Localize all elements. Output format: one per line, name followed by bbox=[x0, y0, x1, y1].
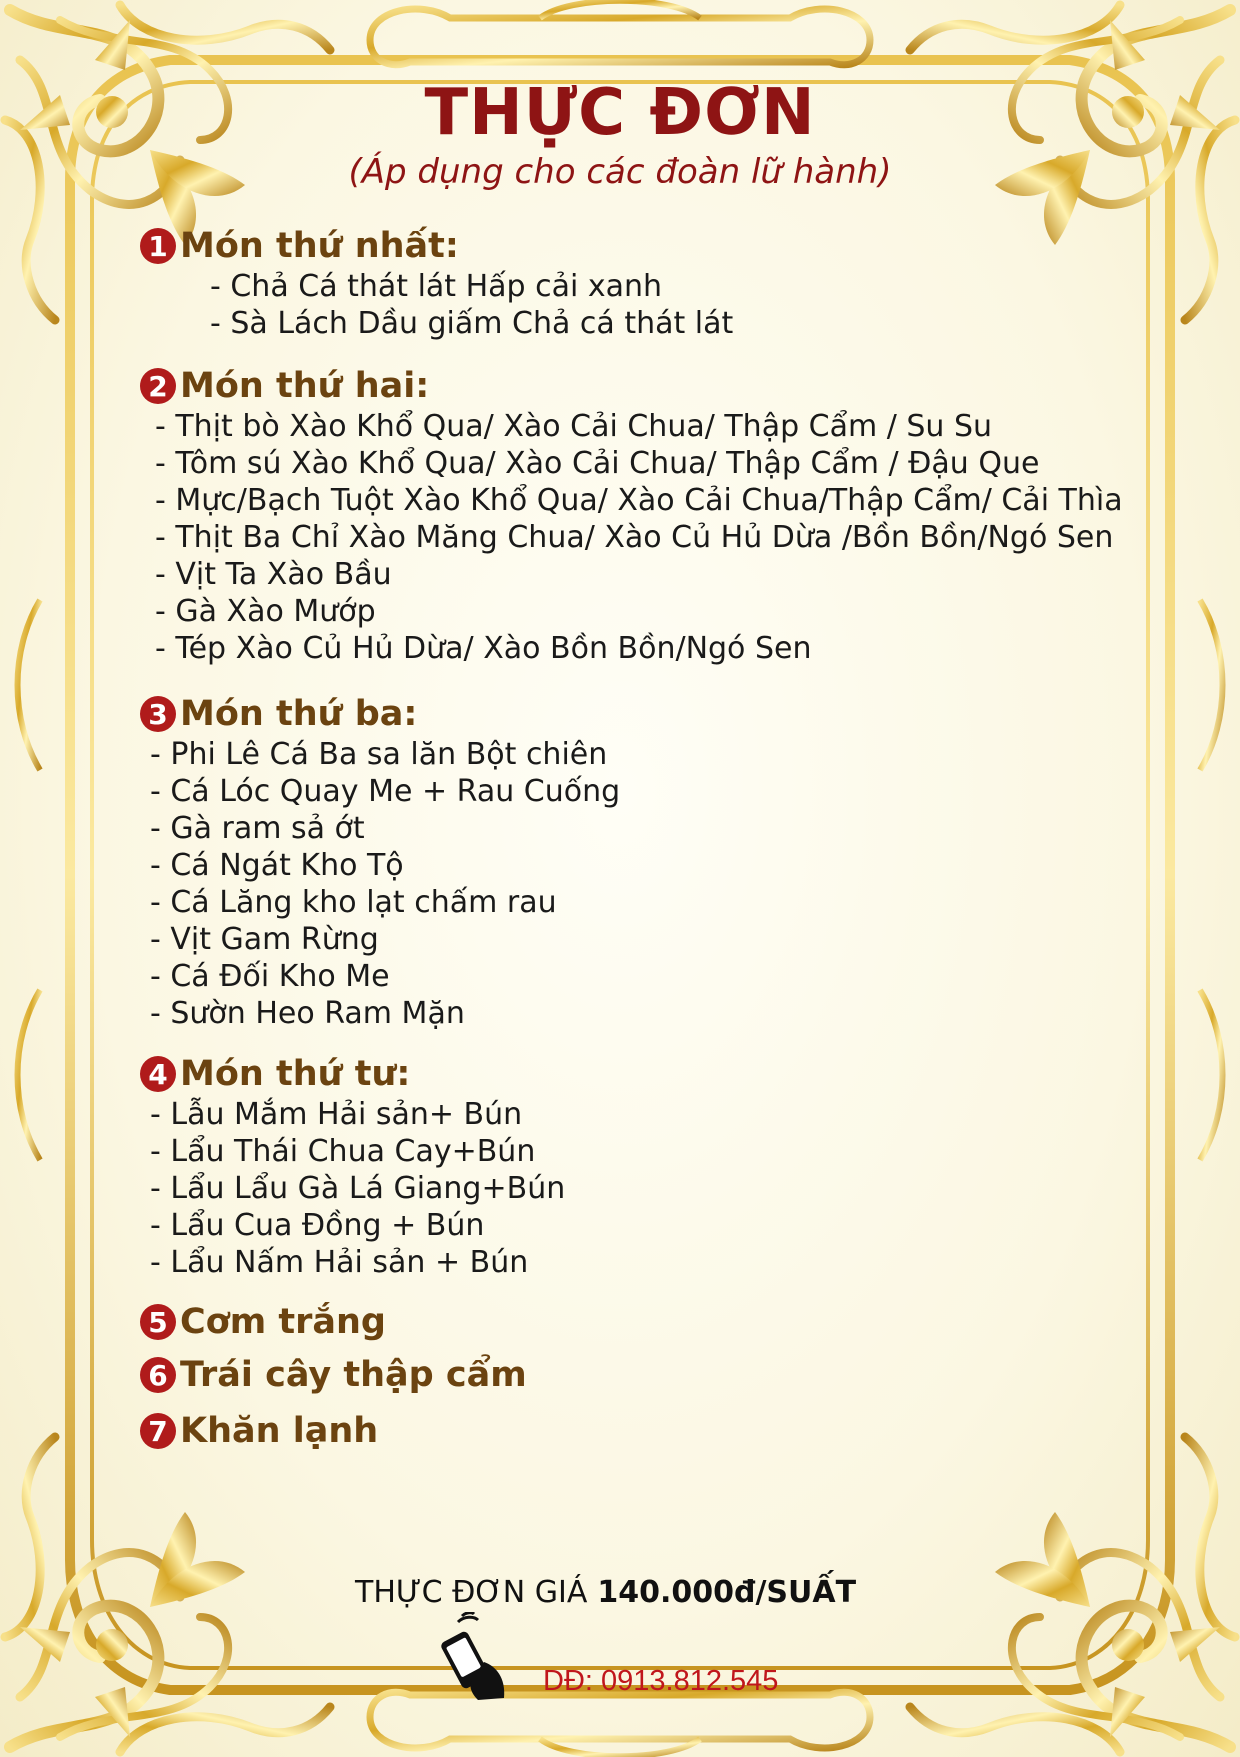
menu-item: - Tôm sú Xào Khổ Qua/ Xào Cải Chua/ Thập Cẩm / Đậu Que bbox=[155, 446, 1040, 481]
menu-item: - Sườn Heo Ram Mặn bbox=[150, 996, 465, 1031]
menu-item: - Phi Lê Cá Ba sa lăn Bột chiên bbox=[150, 737, 608, 772]
section-title: Món thứ hai: bbox=[180, 366, 430, 406]
contact-phone: DĐ: 0913.812.545 bbox=[543, 1665, 779, 1697]
section-title: Cơm trắng bbox=[180, 1302, 386, 1342]
price-line bbox=[355, 1575, 856, 1610]
section-number-badge: 3 bbox=[140, 696, 176, 732]
section-title: Món thứ ba: bbox=[180, 694, 418, 734]
menu-item: - Chả Cá thát lát Hấp cải xanh bbox=[210, 269, 663, 304]
menu-item: - Sà Lách Dầu giấm Chả cá thát lát bbox=[210, 306, 734, 341]
menu-item: - Cá Lăng kho lạt chấm rau bbox=[150, 885, 557, 920]
section-2 bbox=[140, 364, 1123, 667]
price-value: 140.000đ/SUẤT bbox=[597, 1575, 857, 1610]
section-title: Trái cây thập cẩm bbox=[180, 1355, 527, 1395]
section-number-badge: 2 bbox=[140, 368, 176, 404]
menu-item: - Mực/Bạch Tuột Xào Khổ Qua/ Xào Cải Chua/Thập Cẩm/ Cải Thìa bbox=[155, 483, 1123, 518]
menu-item: - Vịt Ta Xào Bầu bbox=[155, 557, 392, 592]
menu-title: THỰC ĐƠN bbox=[424, 76, 816, 150]
section-number-badge: 7 bbox=[140, 1413, 176, 1449]
section-title: Món thứ nhất: bbox=[180, 226, 459, 266]
section-4 bbox=[140, 1052, 565, 1281]
menu-item: - Gà Xào Mướp bbox=[155, 594, 376, 629]
menu-item: - Tép Xào Củ Hủ Dừa/ Xào Bồn Bồn/Ngó Sen bbox=[155, 631, 812, 666]
menu-subtitle: (Áp dụng cho các đoàn lữ hành) bbox=[348, 152, 892, 192]
price-label: THỰC ĐƠN GIÁ bbox=[355, 1575, 588, 1610]
menu-item: - Cá Lóc Quay Me + Rau Cuống bbox=[150, 774, 621, 809]
menu-item: - Lẩu Nấm Hải sản + Bún bbox=[150, 1245, 529, 1280]
menu-item: - Lẩu Thái Chua Cay+Bún bbox=[150, 1134, 536, 1169]
mobile-phone-icon bbox=[440, 1612, 512, 1702]
menu-item: - Lẫu Mắm Hải sản+ Bún bbox=[150, 1097, 523, 1132]
section-title: Khăn lạnh bbox=[180, 1411, 379, 1451]
menu-item: - Lẩu Cua Đồng + Bún bbox=[150, 1208, 485, 1243]
menu-item: - Lẩu Lẩu Gà Lá Giang+Bún bbox=[150, 1171, 566, 1206]
section-7 bbox=[140, 1409, 378, 1453]
section-1 bbox=[140, 224, 733, 342]
menu-item: - Thịt Ba Chỉ Xào Măng Chua/ Xào Củ Hủ Dừa /Bồn Bồn/Ngó Sen bbox=[155, 520, 1114, 555]
menu-item: - Vịt Gam Rừng bbox=[150, 922, 379, 957]
menu-item: - Gà ram sả ớt bbox=[150, 811, 365, 846]
menu-item: - Cá Đối Kho Me bbox=[150, 959, 390, 994]
section-3 bbox=[140, 692, 620, 1032]
section-number-badge: 6 bbox=[140, 1357, 176, 1393]
section-6 bbox=[140, 1353, 527, 1397]
section-5 bbox=[140, 1300, 386, 1344]
section-number-badge: 1 bbox=[140, 228, 176, 264]
menu-item: - Thịt bò Xào Khổ Qua/ Xào Cải Chua/ Thập Cẩm / Su Su bbox=[155, 409, 993, 444]
section-number-badge: 4 bbox=[140, 1056, 176, 1092]
menu-item: - Cá Ngát Kho Tộ bbox=[150, 848, 404, 883]
section-title: Món thứ tư: bbox=[180, 1054, 411, 1094]
section-number-badge: 5 bbox=[140, 1304, 176, 1340]
